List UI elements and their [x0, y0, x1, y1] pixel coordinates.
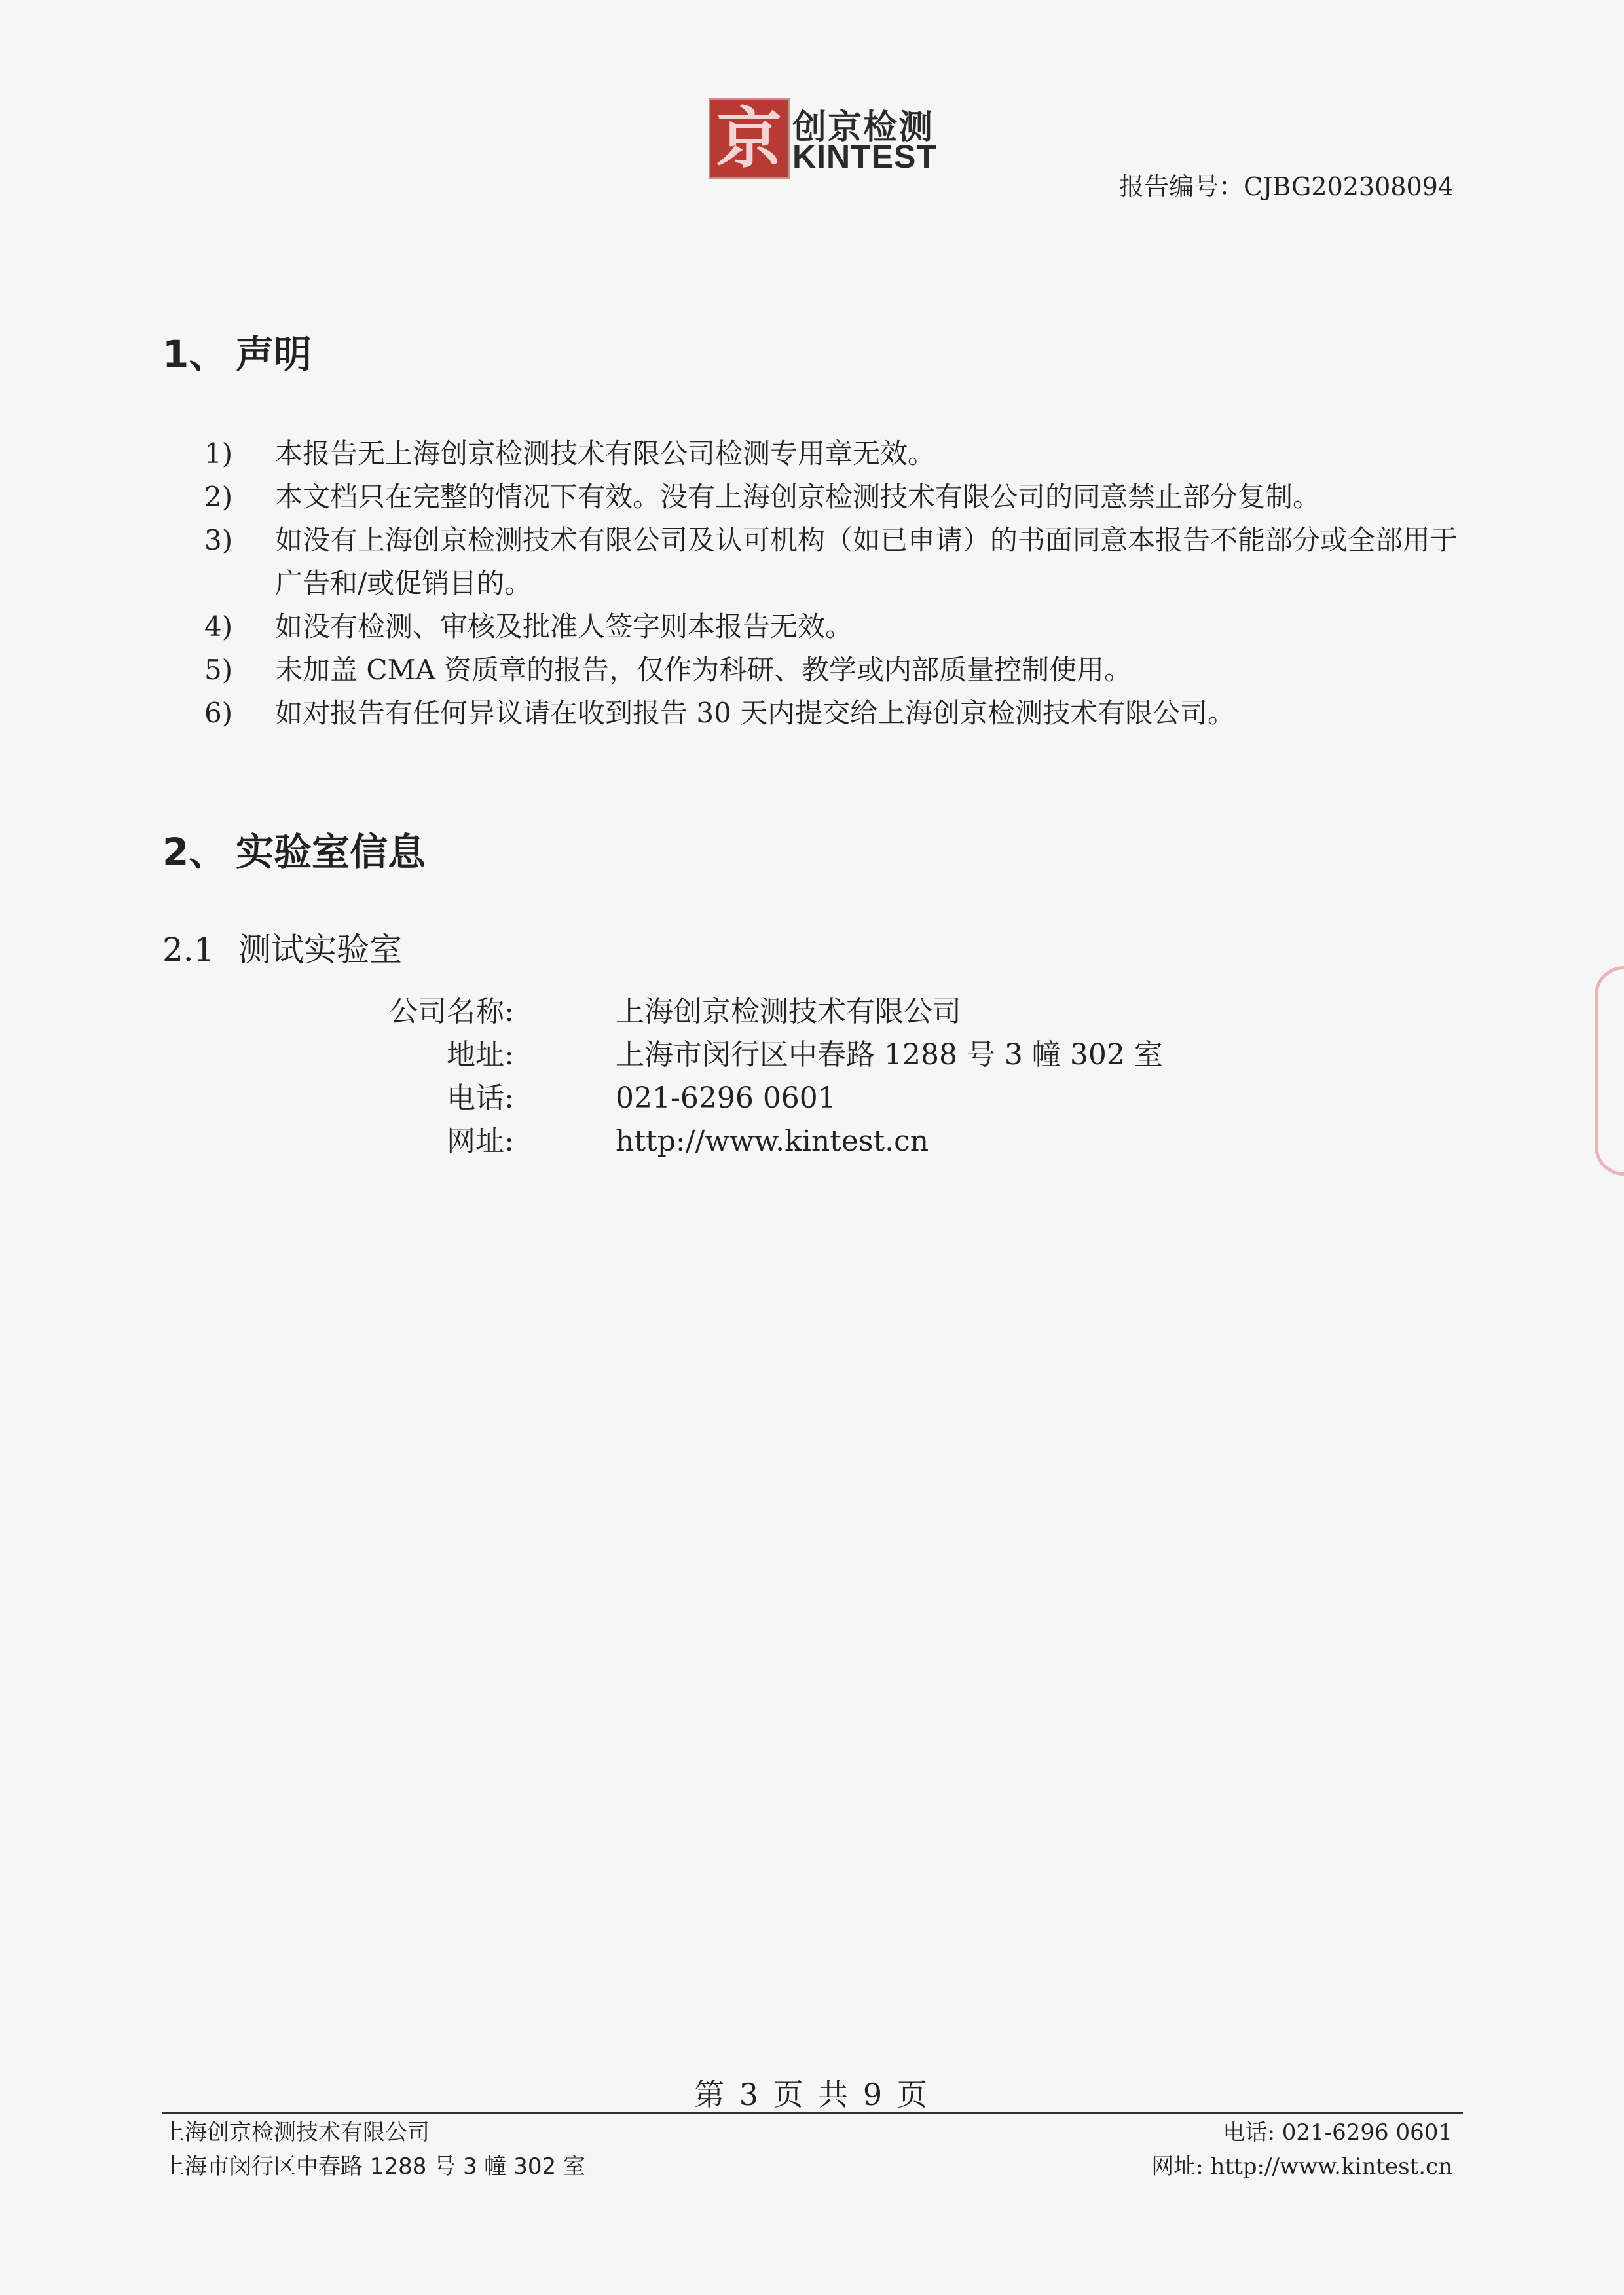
statement-list	[204, 432, 1467, 735]
list-item	[204, 519, 1467, 605]
logo-name-cn: 创京检测	[792, 108, 934, 147]
info-value: http://www.kintest.cn	[616, 1125, 929, 1158]
list-item-text: 本报告无上海创京检测技术有限公司检测专用章无效。	[275, 438, 936, 470]
footer-right	[1151, 2116, 1452, 2184]
info-value: 上海市闵行区中春路 1288 号 3 幢 302 室	[616, 1038, 1163, 1072]
logo-name-en: KINTEST	[792, 138, 937, 175]
list-item	[204, 692, 1467, 735]
section-1-title: 声明	[236, 332, 312, 377]
list-item	[204, 476, 1467, 519]
info-value: 上海创京检测技术有限公司	[616, 995, 961, 1028]
list-item-index: 3)	[204, 524, 233, 556]
info-value: 021-6296 0601	[616, 1081, 836, 1115]
info-label: 公司名称:	[389, 995, 514, 1028]
list-item-index: 6)	[204, 697, 233, 729]
section-2-title: 实验室信息	[236, 830, 426, 874]
section-1-number: 1、	[162, 332, 227, 377]
info-row-company	[354, 990, 961, 1034]
footer-phone: 电话: 021-6296 0601	[1223, 2119, 1452, 2146]
subsection-number: 2.1	[162, 931, 215, 969]
info-label: 地址:	[447, 1038, 514, 1072]
footer-website: 网址: http://www.kintest.cn	[1151, 2154, 1452, 2180]
list-item-index: 4)	[204, 610, 233, 643]
list-item	[204, 605, 1467, 648]
section-2-number: 2、	[162, 830, 227, 874]
subsection-heading	[162, 924, 402, 971]
list-item-text: 如没有检测、审核及批准人签字则本报告无效。	[275, 610, 853, 643]
list-item-text: 本文档只在完整的情况下有效。没有上海创京检测技术有限公司的同意禁止部分复制。	[275, 481, 1321, 513]
info-label: 网址:	[447, 1125, 514, 1158]
footer-address: 上海市闵行区中春路 1288 号 3 幢 302 室	[162, 2154, 585, 2180]
info-label: 电话:	[447, 1081, 514, 1115]
seal-stamp-fragment	[1595, 966, 1624, 1176]
page-counter: 第 3 页 共 9 页	[694, 2077, 930, 2112]
section-2-heading	[162, 821, 426, 876]
footer-left	[162, 2116, 585, 2184]
footer-company: 上海创京检测技术有限公司	[162, 2119, 430, 2146]
info-row-phone	[354, 1077, 836, 1120]
list-item-text: 如没有上海创京检测技术有限公司及认可机构（如已申请）的书面同意本报告不能部分或全部用于广告和/或促销目的。	[275, 524, 1458, 599]
list-item-index: 1)	[204, 438, 233, 470]
logo-mark: 京	[709, 98, 790, 179]
list-item	[204, 648, 1467, 692]
list-item-index: 5)	[204, 654, 233, 686]
company-logo	[709, 98, 951, 179]
info-row-website	[354, 1120, 929, 1163]
list-item-text: 如对报告有任何异议请在收到报告 30 天内提交给上海创京检测技术有限公司。	[275, 697, 1236, 729]
list-item-index: 2)	[204, 481, 233, 513]
list-item-text: 未加盖 CMA 资质章的报告，仅作为科研、教学或内部质量控制使用。	[275, 654, 1132, 686]
footer-divider	[162, 2112, 1463, 2114]
list-item	[204, 432, 1467, 476]
report-number: 报告编号：CJBG202308094	[1119, 172, 1454, 201]
info-row-address	[354, 1034, 1163, 1077]
subsection-title: 测试实验室	[238, 931, 402, 969]
section-1-heading	[162, 324, 312, 379]
